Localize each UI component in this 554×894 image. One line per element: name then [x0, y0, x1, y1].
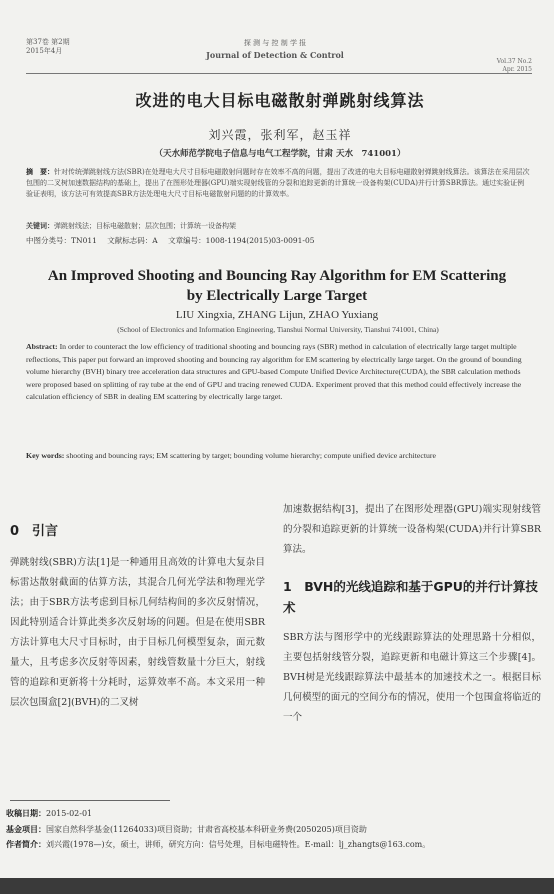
volume-issue-en: Vol.37 No.2	[496, 58, 532, 65]
author-note	[6, 837, 526, 853]
right-column	[283, 500, 541, 728]
intro-continued-text: 加速数据结构[3]，提出了在图形处理器(GPU)端实现射线管的分裂和追踪更新的计算统一设备构架(CUDA)并行计算SBR算法。	[283, 504, 541, 555]
article-number: 文章编号：1008-1194(2015)03-0091-05	[168, 236, 315, 245]
keywords-en-label: Key words:	[26, 451, 65, 460]
volume-info-right	[497, 58, 532, 74]
abstract-zh-text: 针对传统弹跳射线方法(SBR)在处理电大尺寸目标电磁散射问题时存在效率不高的问题，提出了改进的电大目标电磁散射弹跳射线算法。该算法在采用层次包围的二叉树加速数据结构的基础上，提出了在图形处理器(GPU)端实现射线管的分裂和追踪更新的计算统一设备构架(CUDA)并行计算SBR算法。通过实验证例验证表明，该方法可有效提高SBR方法处理电大尺寸目标电磁散射问题的的计算效率。	[26, 168, 530, 198]
authors-en: LIU Xingxia, ZHANG Lijun, ZHAO Yuxiang	[175, 309, 379, 321]
keywords-zh	[26, 221, 531, 231]
affiliation-zh: （天水师范学院电子信息与电气工程学院，甘肃 天水 741001）	[154, 149, 406, 159]
left-column	[10, 520, 265, 713]
issue-date: 2015年4月	[26, 47, 63, 55]
keywords-en-text: shooting and bouncing rays; EM scattering by target; bounding volume hierarchy; compute unified device architecture	[66, 451, 436, 460]
journal-header	[170, 38, 380, 60]
clc-number: 中图分类号：TN011	[26, 236, 97, 245]
issue-date-en: Apr. 2015	[502, 66, 532, 73]
fund-text: 国家自然科学基金(11264033)项目资助；甘肃省高校基本科研业务费(2050205)项目资助	[46, 824, 367, 834]
authors-zh: 刘兴霞，张利军，赵玉祥	[208, 128, 352, 142]
abstract-en-text: In order to counteract the low efficiency of traditional shooting and bouncing rays (SBR) method in calculation of electrically large target multiple reflections, This paper put forward an improved shooting and bouncing ray algorithm for EM scattering by electrically large target. On the ground of bounding volume hierarchy (BVH) binary tree acceleration data structures and GPU-based Compute Unified Device Architecture(CUDA), the SBR calculation methods were proposed based on splitting of ray tube at the end of GPU and tracing renewed CUDA. Experiment proved that this method could effectively increase the calculation efficiency of SBR in dealing EM scattering by electrically large target.	[26, 342, 522, 401]
author-label: 作者简介：	[6, 839, 46, 849]
received-label: 收稿日期：	[6, 808, 46, 818]
received-date: 2015-02-01	[46, 809, 93, 818]
section1-heading: 1 BVH的光线追踪和基于GPU的并行计算技术	[283, 579, 538, 615]
footnotes	[6, 806, 526, 853]
intro-heading: 0 引言	[10, 524, 59, 539]
paper-title-zh: 改进的电大目标电磁散射弹跳射线算法	[135, 91, 425, 110]
affiliation-en: (School of Electronics and Information Engineering, Tianshui Normal University, Tianshui 741001, China)	[117, 325, 439, 334]
abstract-zh	[26, 166, 531, 200]
abstract-en-label: Abstract:	[26, 342, 58, 351]
document-code: 文献标志码：A	[107, 236, 158, 245]
journal-name-zh: 探 测 与 控 制 学 报	[243, 39, 307, 47]
keywords-en	[26, 450, 531, 463]
classification-row	[26, 235, 531, 246]
volume-issue: 第37卷 第2期	[26, 38, 70, 46]
volume-info-left	[26, 38, 70, 56]
keywords-zh-text: 弹跳射线法；目标电磁散射；层次包围；计算统一设备构架	[54, 222, 236, 230]
fund-note	[6, 822, 526, 838]
received-date-note	[6, 806, 526, 822]
bottom-edge	[0, 878, 554, 894]
abstract-zh-label: 摘 要：	[26, 167, 54, 176]
footnote-rule	[10, 800, 170, 801]
fund-label: 基金项目：	[6, 823, 46, 834]
paper-title-en: An Improved Shooting and Bouncing Ray Algorithm for EM Scattering by Electrically Large Target	[47, 268, 507, 304]
section1-text: SBR方法与图形学中的光线跟踪算法的处理思路十分相似，主要包括射线管分裂，追踪更新和电磁计算这三个步骤[4]。BVH树是光线跟踪算法中最基本的加速技术之一。根据目标几何模型的面元的空间分布的情况，使用一个包围盒将临近的一个	[283, 632, 541, 723]
abstract-en	[26, 341, 531, 404]
header-rule	[26, 73, 532, 74]
intro-text: 弹跳射线(SBR)方法[1]是一种通用且高效的计算电大复杂目标雷达散射截面的估算方法，其混合几何光学法和物理光学法；由于SBR方法考虑到目标几何结构间的多次反射情况，因此特别适合计算此类多次反射场的问题。但是在使用SBR方法计算电大尺寸目标时，由于目标几何模型复杂，面元数量大，且考虑多次反射等因素，射线管数量十分巨大，射线管的追踪和更新将十分耗时，运算效率不高。本文采用一种层次包围盒[2](BVH)的二叉树	[10, 557, 265, 708]
keywords-zh-label: 关键词：	[26, 221, 54, 230]
author-text: 刘兴霞(1978—)女，硕士，讲师，研究方向：信号处理，目标电磁特性。E-mail：lj_zhangts@163.com。	[46, 840, 431, 849]
journal-name-en: Journal of Detection & Control	[206, 50, 344, 60]
